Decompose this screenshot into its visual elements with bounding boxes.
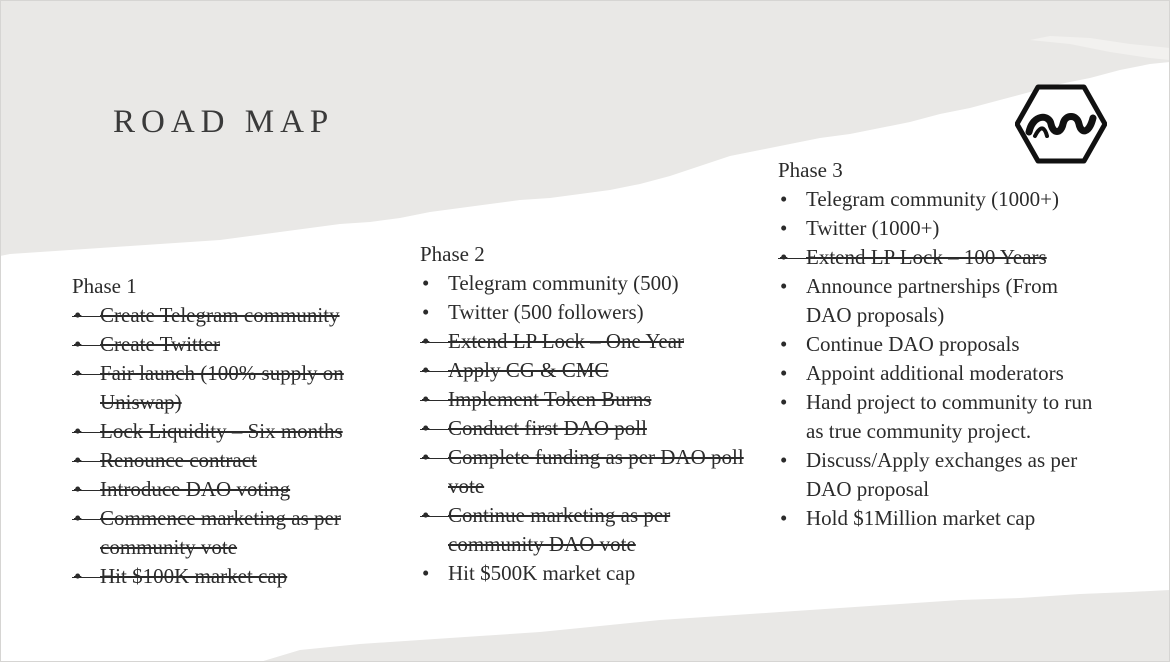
list-item-text: Hit $500K market cap — [448, 561, 636, 585]
list-item — [420, 356, 750, 385]
bullet-icon: • — [422, 445, 430, 469]
list-item-text: Hold $1Million market cap — [806, 506, 1036, 530]
bullet-icon: • — [74, 419, 82, 443]
phase-1-column — [72, 272, 402, 591]
list-item — [778, 330, 1098, 359]
bullet-icon: • — [422, 561, 430, 585]
phase-heading: Phase 3 — [778, 158, 843, 182]
bullet-icon: • — [74, 361, 82, 385]
bullet-icon: • — [74, 448, 82, 472]
bullet-icon: • — [422, 358, 430, 382]
list-item — [72, 504, 402, 562]
list-item-text: Discuss/Apply exchanges as per DAO proposal — [806, 448, 1078, 501]
list-item — [778, 214, 1098, 243]
hexagon-logo-icon — [1015, 84, 1107, 164]
list-item — [420, 501, 750, 559]
list-item-text: Twitter (1000+) — [806, 216, 940, 240]
list-item-text: Extend LP Lock – 100 Years — [806, 245, 1047, 269]
list-item-text: Introduce DAO voting — [100, 477, 291, 501]
phase-2-column — [420, 240, 750, 588]
bullet-icon: • — [422, 387, 430, 411]
list-item-text: Fair launch (100% supply on Uniswap) — [100, 361, 344, 414]
list-item — [778, 388, 1098, 446]
bullet-icon: • — [780, 390, 788, 414]
list-item — [420, 327, 750, 356]
phase-2-list — [420, 269, 750, 588]
list-item — [420, 269, 750, 298]
phase-heading: Phase 2 — [420, 242, 485, 266]
list-item — [420, 298, 750, 327]
bullet-icon: • — [422, 329, 430, 353]
bullet-icon: • — [780, 216, 788, 240]
list-item-text: Apply CG & CMC — [448, 358, 609, 382]
bullet-icon: • — [74, 477, 82, 501]
page-title: ROAD MAP — [113, 104, 335, 140]
bullet-icon: • — [780, 245, 788, 269]
list-item-text: Continue marketing as per community DAO vote — [448, 503, 671, 556]
bullet-icon: • — [422, 300, 430, 324]
list-item — [72, 562, 402, 591]
list-item — [420, 443, 750, 501]
bullet-icon: • — [74, 506, 82, 530]
list-item — [72, 301, 402, 330]
list-item-text: Create Twitter — [100, 332, 221, 356]
bullet-icon: • — [780, 332, 788, 356]
list-item-text: Telegram community (1000+) — [806, 187, 1059, 211]
list-item-text: Appoint additional moderators — [806, 361, 1064, 385]
list-item — [72, 475, 402, 504]
list-item-text: Create Telegram community — [100, 303, 340, 327]
list-item — [420, 559, 750, 588]
bullet-icon: • — [780, 361, 788, 385]
bullet-icon: • — [780, 448, 788, 472]
bullet-icon: • — [74, 332, 82, 356]
list-item-text: Lock Liquidity – Six months — [100, 419, 343, 443]
list-item — [72, 417, 402, 446]
list-item-text: Renounce contract — [100, 448, 257, 472]
list-item-text: Continue DAO proposals — [806, 332, 1020, 356]
bullet-icon: • — [422, 503, 430, 527]
list-item — [778, 446, 1098, 504]
list-item — [72, 446, 402, 475]
list-item-text: Hand project to community to run as true community project. — [806, 390, 1093, 443]
phase-3-column — [778, 156, 1098, 533]
list-item — [420, 414, 750, 443]
list-item — [778, 504, 1098, 533]
list-item — [778, 272, 1098, 330]
list-item-text: Conduct first DAO poll — [448, 416, 647, 440]
bullet-icon: • — [780, 506, 788, 530]
bullet-icon: • — [780, 274, 788, 298]
list-item — [72, 359, 402, 417]
list-item — [778, 243, 1098, 272]
bullet-icon: • — [74, 303, 82, 327]
list-item-text: Twitter (500 followers) — [448, 300, 644, 324]
list-item-text: Complete funding as per DAO poll vote — [448, 445, 744, 498]
list-item-text: Implement Token Burns — [448, 387, 652, 411]
list-item-text: Telegram community (500) — [448, 271, 679, 295]
bullet-icon: • — [780, 187, 788, 211]
list-item — [420, 385, 750, 414]
list-item — [778, 359, 1098, 388]
list-item-text: Announce partnerships (From DAO proposals) — [806, 274, 1058, 327]
bullet-icon: • — [422, 416, 430, 440]
list-item-text: Extend LP Lock – One Year — [448, 329, 685, 353]
bullet-icon: • — [422, 271, 430, 295]
phase-1-list — [72, 301, 402, 591]
list-item — [778, 185, 1098, 214]
list-item-text: Hit $100K market cap — [100, 564, 288, 588]
list-item — [72, 330, 402, 359]
bullet-icon: • — [74, 564, 82, 588]
phase-3-list — [778, 185, 1098, 533]
list-item-text: Commence marketing as per community vote — [100, 506, 341, 559]
phase-heading: Phase 1 — [72, 274, 137, 298]
